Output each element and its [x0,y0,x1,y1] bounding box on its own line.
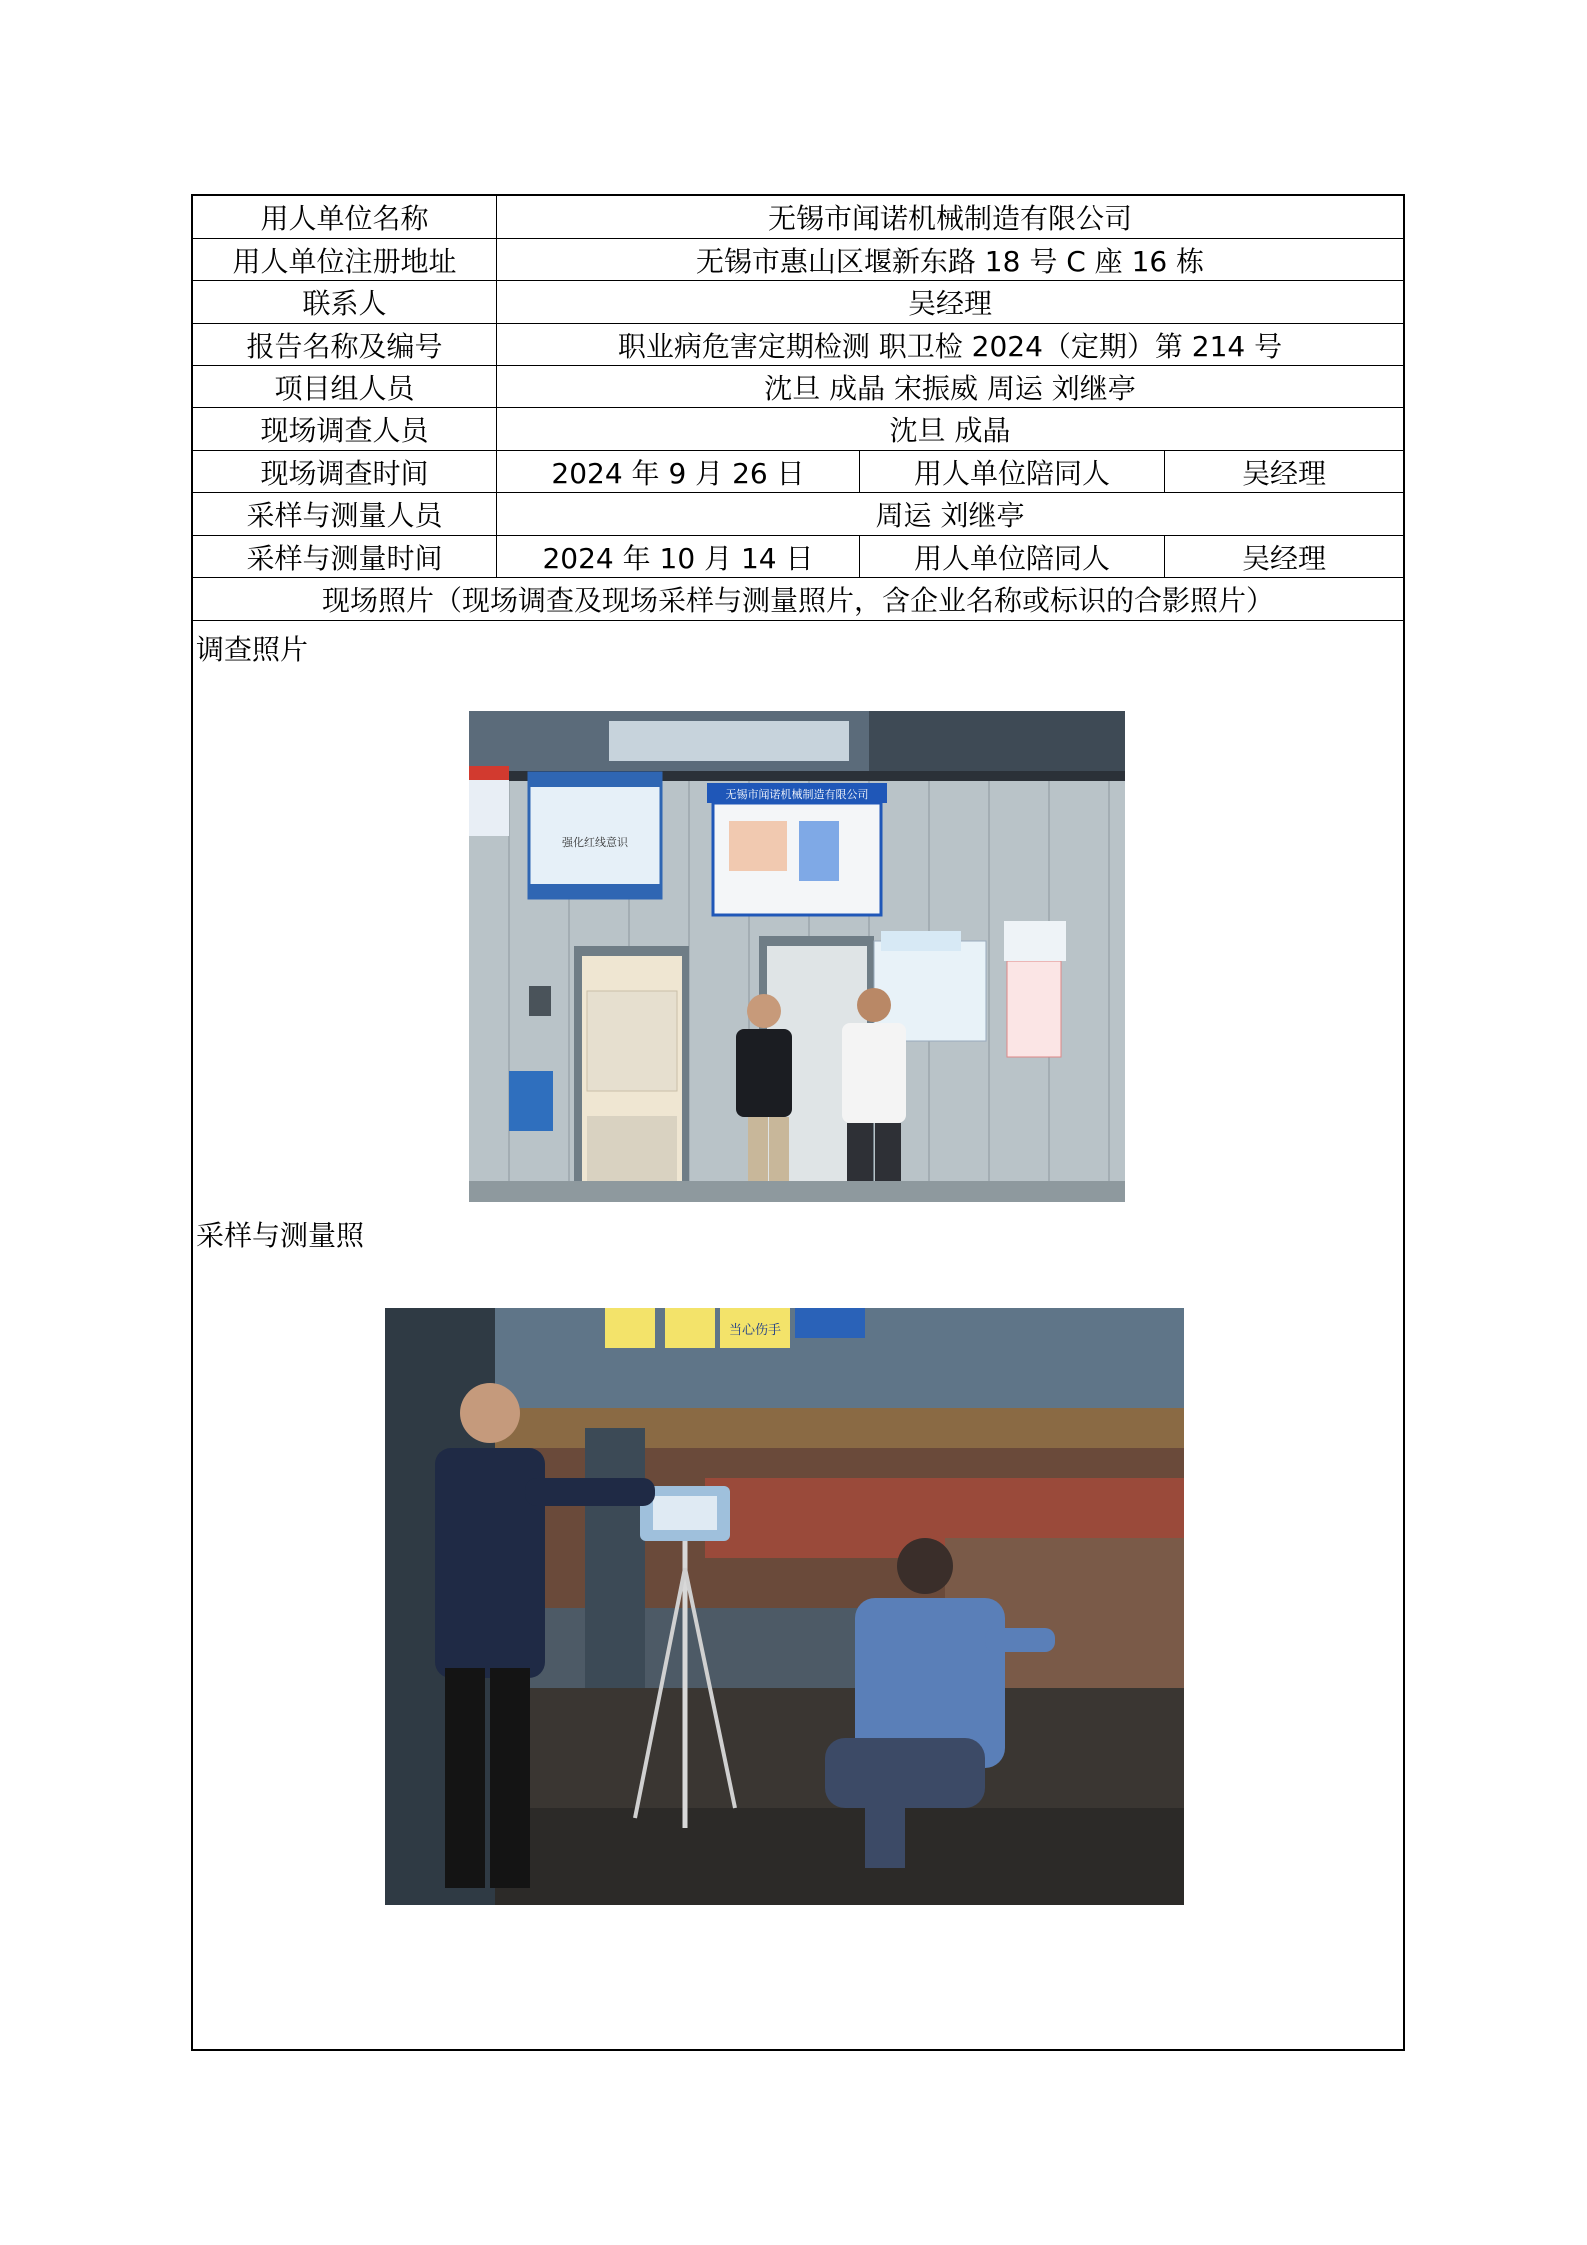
rules-poster-text: 强化红线意识 [562,836,628,849]
row-contact [193,281,1403,324]
sampling-staff-value: 周运 刘继亭 [875,499,1025,532]
row-photos-header [193,578,1403,621]
company-name-label: 用人单位名称 [193,196,497,238]
row-project-team [193,366,1403,408]
row-sampling-time [193,536,1403,578]
row-company-address [193,239,1403,281]
report-name-value: 职业病危害定期检测 职卫检 2024（定期）第 214 号 [617,329,1283,363]
survey-escort-value: 吴经理 [1241,456,1326,490]
sampling-photo-caption: 采样与测量照 [196,1219,365,1252]
company-address-value: 无锡市惠山区堰新东路 18 号 C 座 16 栋 [695,244,1205,278]
project-team-label: 项目组人员 [193,366,497,407]
survey-photo-caption: 调查照片 [196,633,309,666]
report-form [191,194,1405,2051]
sampling-photo [385,1308,1184,1905]
photos-header: 现场照片（现场调查及现场采样与测量照片，含企业名称或标识的合影照片） [321,584,1274,617]
survey-staff-label: 现场调查人员 [193,408,497,450]
sampling-time-label: 采样与测量时间 [193,536,497,577]
contact-label: 联系人 [193,281,497,323]
sampling-date-value: 2024 年 10 月 14 日 [497,536,860,577]
row-report-name [193,324,1403,366]
survey-time-label: 现场调查时间 [193,451,497,492]
row-sampling-staff [193,493,1403,536]
project-team-value: 沈旦 成晶 宋振威 周运 刘继亭 [764,371,1136,405]
row-company-name [193,196,1403,239]
contact-value: 吴经理 [907,287,992,320]
sampling-staff-label: 采样与测量人员 [193,493,497,535]
survey-date-value: 2024 年 9 月 26 日 [497,451,860,492]
row-survey-time [193,451,1403,493]
row-survey-staff [193,408,1403,451]
sampling-escort-value: 吴经理 [1241,541,1326,575]
warning-sign-text: 当心伤手 [728,1323,782,1338]
company-sign-text: 无锡市闻诺机械制造有限公司 [725,788,869,801]
company-name-value: 无锡市闻诺机械制造有限公司 [767,202,1132,235]
company-address-label: 用人单位注册地址 [193,239,497,280]
survey-photo [469,711,1125,1202]
sampling-escort-label: 用人单位陪同人 [860,536,1165,577]
survey-escort-label: 用人单位陪同人 [860,451,1165,492]
report-name-label: 报告名称及编号 [193,324,497,365]
survey-staff-value: 沈旦 成晶 [889,414,1011,447]
